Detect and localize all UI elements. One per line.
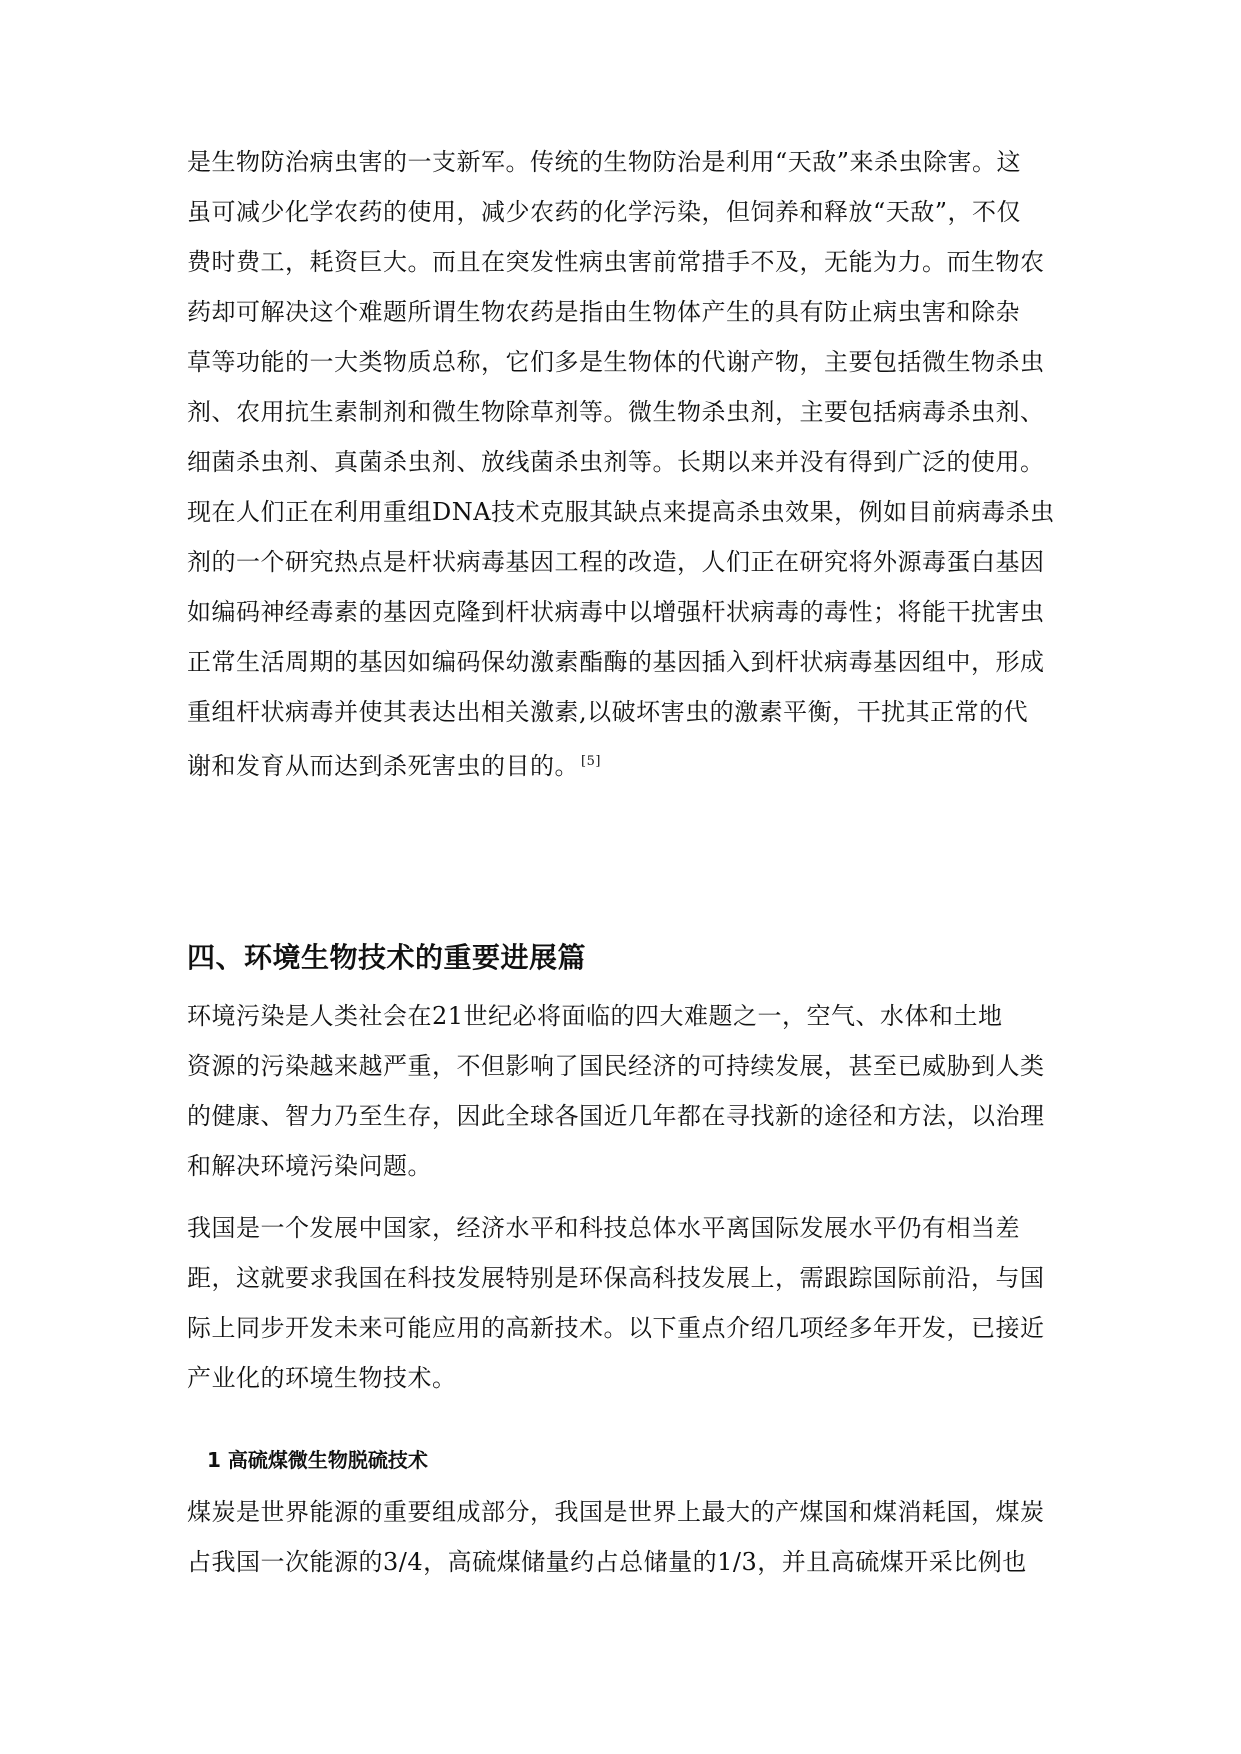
- text-line-last: [187, 750, 601, 782]
- text-line: 剂的一个研究热点是杆状病毒基因工程的改造，人们正在研究将外源毒蛋白基因: [187, 548, 1045, 576]
- text-line: 现在人们正在利用重组DNA技术克服其缺点来提高杀虫效果，例如目前病毒杀虫: [187, 498, 1055, 526]
- text-line: 正常生活周期的基因如编码保幼激素酯酶的基因插入到杆状病毒基因组中，形成: [187, 648, 1045, 676]
- section-heading: 四、环境生物技术的重要进展篇: [187, 941, 587, 974]
- subsection-heading: 1 高硫煤微生物脱硫技术: [207, 1448, 428, 1472]
- text-line: 占我国一次能源的3/4，高硫煤储量约占总储量的1/3，并且高硫煤开采比例也: [187, 1548, 1027, 1576]
- text-line: 我国是一个发展中国家，经济水平和科技总体水平离国际发展水平仍有相当差: [187, 1214, 1020, 1242]
- text-line: 产业化的环境生物技术。: [187, 1364, 457, 1392]
- text-line: 如编码神经毒素的基因克隆到杆状病毒中以增强杆状病毒的毒性；将能干扰害虫: [187, 598, 1045, 626]
- text-line: 煤炭是世界能源的重要组成部分，我国是世界上最大的产煤国和煤消耗国，煤炭: [187, 1498, 1045, 1526]
- text-line: 草等功能的一大类物质总称，它们多是生物体的代谢产物，主要包括微生物杀虫: [187, 348, 1045, 376]
- text-line: 药却可解决这个难题所谓生物农药是指由生物体产生的具有防止病虫害和除杂: [187, 298, 1020, 326]
- text-line: 的健康、智力乃至生存，因此全球各国近几年都在寻找新的途径和方法，以治理: [187, 1102, 1045, 1130]
- text-line: 重组杆状病毒并使其表达出相关激素,以破坏害虫的激素平衡，干扰其正常的代: [187, 698, 1029, 726]
- text-line: 虽可减少化学农药的使用，减少农药的化学污染，但饲养和释放“天敌”，不仅: [187, 198, 1022, 226]
- text-line: 距，这就要求我国在科技发展特别是环保高科技发展上，需跟踪国际前沿，与国: [187, 1264, 1045, 1292]
- text-line: 环境污染是人类社会在21世纪必将面临的四大难题之一，空气、水体和土地: [187, 1002, 1003, 1030]
- text-line: 和解决环境污染问题。: [187, 1152, 432, 1180]
- citation-superscript: [5]: [581, 754, 601, 769]
- text-line-content: 谢和发育从而达到杀死害虫的目的。: [187, 752, 579, 780]
- text-line: 剂、农用抗生素制剂和微生物除草剂等。微生物杀虫剂，主要包括病毒杀虫剂、: [187, 398, 1045, 426]
- text-line: 细菌杀虫剂、真菌杀虫剂、放线菌杀虫剂等。长期以来并没有得到广泛的使用。: [187, 448, 1045, 476]
- text-line: 际上同步开发未来可能应用的高新技术。以下重点介绍几项经多年开发，已接近: [187, 1314, 1045, 1342]
- text-line: 是生物防治病虫害的一支新军。传统的生物防治是利用“天敌”来杀虫除害。这: [187, 148, 1022, 176]
- text-line: 资源的污染越来越严重，不但影响了国民经济的可持续发展，甚至已威胁到人类: [187, 1052, 1045, 1080]
- text-line: 费时费工，耗资巨大。而且在突发性病虫害前常措手不及，无能为力。而生物农: [187, 248, 1045, 276]
